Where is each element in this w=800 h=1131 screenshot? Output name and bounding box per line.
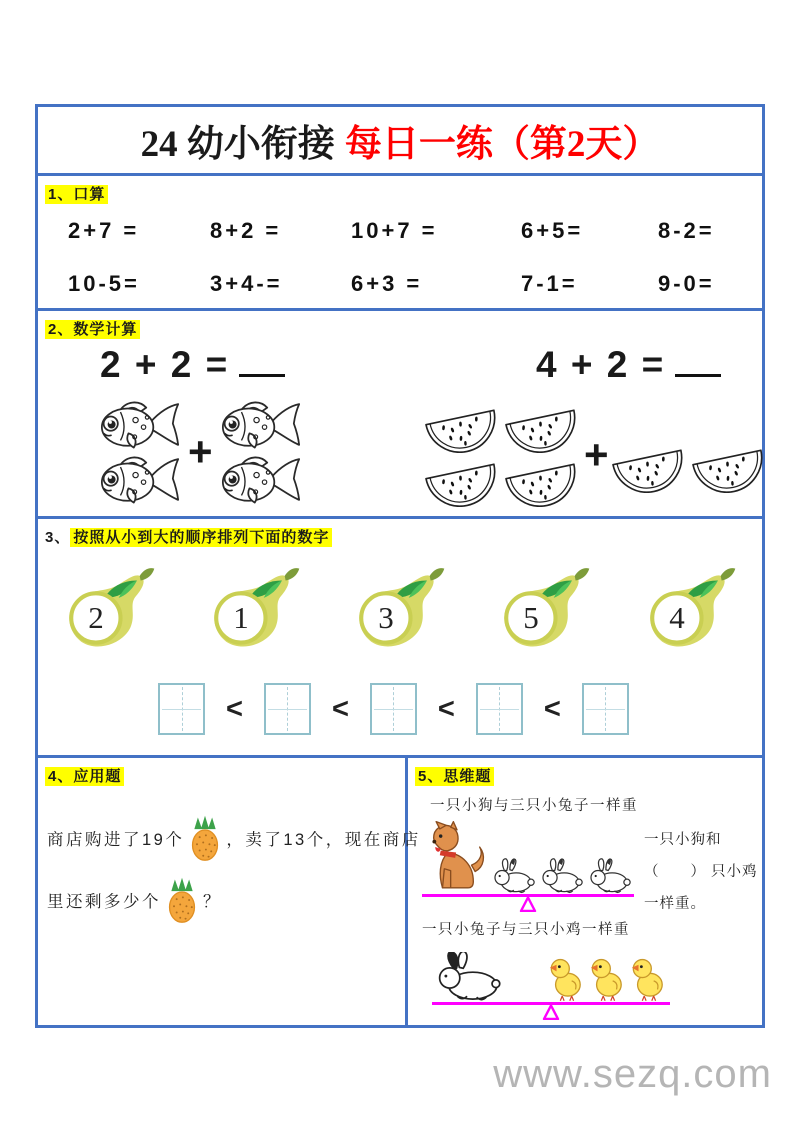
title-black: 24 幼小衔接 xyxy=(140,124,335,165)
answer-blank xyxy=(675,344,721,377)
watermelon-icon xyxy=(504,457,580,507)
watermelon-icon xyxy=(691,443,767,493)
oral-problem: 7-1= xyxy=(521,271,578,296)
statement-rabbit-chicks: 一只小兔子与三只小鸡一样重 xyxy=(422,922,630,938)
section-4-header xyxy=(45,765,124,786)
section-1-number: 1、 xyxy=(48,186,74,203)
balance-scale-dog-rabbits xyxy=(422,816,634,912)
problem-text: ？ xyxy=(203,893,222,911)
section-2-highlight xyxy=(45,320,140,339)
writing-grid-box xyxy=(264,683,311,735)
section-1-highlight xyxy=(45,185,108,204)
pear-icon xyxy=(644,561,749,653)
writing-grid-box xyxy=(370,683,417,735)
fish-right-group xyxy=(215,397,307,507)
section-4-highlight xyxy=(45,767,124,786)
pear-number: 2 xyxy=(88,600,104,635)
problem-text: 里还剩多少个 xyxy=(47,893,161,911)
title-red: 每日一练（第2天） xyxy=(344,124,660,165)
watermark: www.sezq.com xyxy=(493,1052,772,1096)
pineapple-icon xyxy=(164,876,200,924)
oral-problem: 10-5= xyxy=(68,271,140,296)
writing-grid-box xyxy=(476,683,523,735)
rabbit-group xyxy=(490,858,632,894)
watermelon-icon xyxy=(504,403,580,453)
rabbit-icon xyxy=(538,858,584,894)
pear-icon xyxy=(208,561,313,653)
oral-problem: 3+4-= xyxy=(210,271,283,296)
oral-problem: 2+7 = xyxy=(68,218,140,243)
fulcrum-icon xyxy=(542,1004,560,1020)
section-5-highlight xyxy=(415,767,494,786)
rabbit-icon xyxy=(586,858,632,894)
fish-picture-group xyxy=(94,397,307,507)
writing-grid-box xyxy=(158,683,205,735)
pear-number: 4 xyxy=(669,600,685,635)
word-problem-line-2 xyxy=(47,876,222,924)
answer-blank xyxy=(239,344,285,377)
watermelon-icon xyxy=(611,443,687,493)
fish-icon xyxy=(215,452,307,507)
question-text: 只小鸡一样重。 xyxy=(644,864,758,912)
pear-number: 1 xyxy=(233,600,249,635)
rabbit-icon xyxy=(490,858,536,894)
oral-problem: 9-0= xyxy=(658,271,715,296)
chick-group xyxy=(548,955,666,1003)
problem-text: ，卖了13个，现在商店 xyxy=(226,831,421,849)
question-text: 一只小狗和（ ） xyxy=(644,832,722,880)
melon-left-group xyxy=(424,403,582,507)
section-5-header xyxy=(415,765,494,786)
thinking-question xyxy=(644,824,762,920)
statement-dog-rabbits: 一只小狗与三只小兔子一样重 xyxy=(430,798,638,814)
oral-problem: 8+2 = xyxy=(210,218,282,243)
watermelon-icon xyxy=(424,403,500,453)
section-5-number: 5、 xyxy=(418,768,444,785)
melon-right-group xyxy=(611,443,767,493)
section-2-number: 2、 xyxy=(48,321,74,338)
fish-icon xyxy=(94,452,186,507)
section-4-title: 应用题 xyxy=(73,768,122,785)
word-problem-line-1 xyxy=(47,814,421,862)
melon-picture-group xyxy=(424,403,767,507)
section-thinking-problem xyxy=(408,758,762,1025)
section-word-problem xyxy=(38,758,421,1025)
oral-problem: 8-2= xyxy=(658,218,715,243)
chick-icon xyxy=(589,955,625,1003)
section-picture-math xyxy=(38,311,762,519)
oral-problem: 6+3 = xyxy=(351,271,423,296)
section-3-number: 3、 xyxy=(45,529,71,546)
chick-icon xyxy=(630,955,666,1003)
section-3-header xyxy=(45,526,332,547)
equation-fish xyxy=(100,344,285,386)
section-ordering xyxy=(38,519,762,758)
ordering-answer-row xyxy=(158,683,629,735)
plus-sign: + xyxy=(188,428,213,475)
pear-icon xyxy=(353,561,458,653)
section-3-title: 按照从小到大的顺序排列下面的数字 xyxy=(70,528,332,547)
watermelon-icon xyxy=(424,457,500,507)
equation-fish-text: 2 + 2 = xyxy=(100,344,230,385)
equation-melon xyxy=(536,344,721,386)
less-than-sign: < xyxy=(331,692,349,725)
less-than-sign: < xyxy=(437,692,455,725)
title-row xyxy=(38,107,762,176)
section-2-header xyxy=(45,318,140,339)
balance-scale-rabbit-chicks xyxy=(432,940,670,1020)
oral-problem: 10+7 = xyxy=(351,218,438,243)
fish-left-group xyxy=(94,397,186,507)
problem-text: 商店购进了19个 xyxy=(47,831,185,849)
fish-icon xyxy=(94,397,186,452)
less-than-sign: < xyxy=(226,692,243,725)
pear-number: 3 xyxy=(378,600,394,635)
fulcrum-icon xyxy=(519,896,537,912)
pear-icon xyxy=(498,561,603,653)
rabbit-icon xyxy=(434,952,502,1002)
dog-icon xyxy=(428,821,486,893)
writing-grid-box xyxy=(582,683,629,735)
section-oral-calc xyxy=(38,176,762,311)
pear-icon xyxy=(63,561,168,653)
plus-sign: + xyxy=(584,431,609,478)
chick-icon xyxy=(548,955,584,1003)
pear-number: 5 xyxy=(523,600,539,635)
fish-icon xyxy=(215,397,307,452)
section-5-title: 思维题 xyxy=(443,768,492,785)
bottom-sections xyxy=(38,758,762,1025)
less-than-sign: < xyxy=(543,692,561,725)
equation-melon-text: 4 + 2 = xyxy=(536,344,666,385)
section-4-number: 4、 xyxy=(48,768,74,785)
section-2-title: 数学计算 xyxy=(73,321,138,338)
section-1-header xyxy=(45,183,108,204)
pineapple-icon xyxy=(187,814,223,862)
oral-problem: 6+5= xyxy=(521,218,584,243)
worksheet-table xyxy=(35,104,765,1028)
section-1-title: 口算 xyxy=(73,186,106,203)
